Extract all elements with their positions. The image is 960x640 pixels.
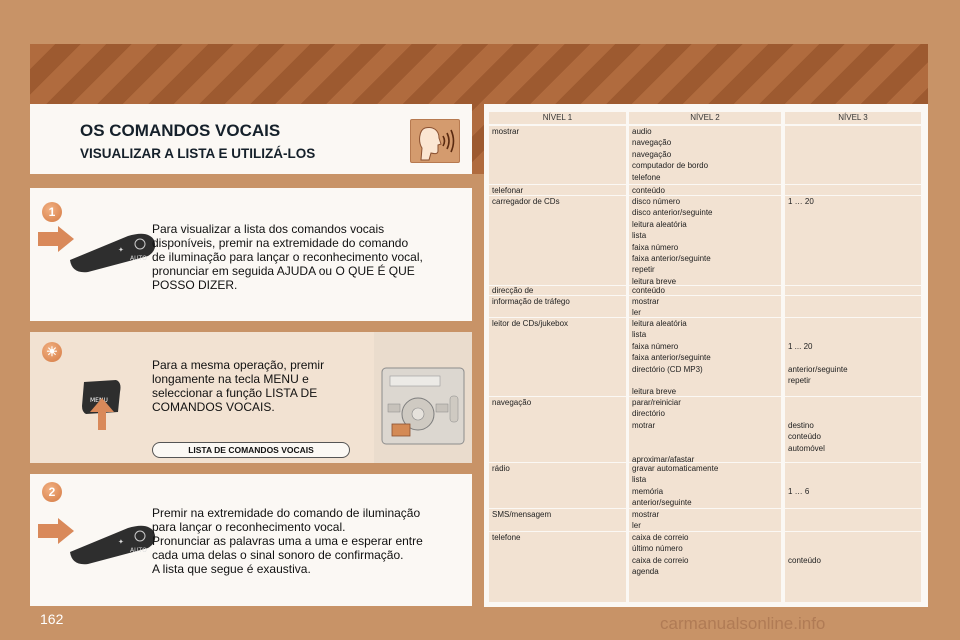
table-cell: mostrar [492, 127, 520, 136]
title-box [30, 104, 472, 174]
header-level-3: NÍVEL 3 [785, 112, 921, 124]
table-cell: disco número disco anterior/seguinte leitura aleatória lista faixa número faixa anterior/seguinte repetir leitura breve [632, 197, 713, 286]
step-2-section [30, 474, 472, 606]
text-line: POSSO DIZER. [152, 278, 238, 292]
text-line: seleccionar a função LISTA DE [152, 386, 318, 400]
step-1-section [30, 188, 472, 321]
lighting-stalk-icon [68, 230, 158, 274]
menu-text [152, 358, 324, 414]
lighting-stalk-icon [68, 522, 158, 566]
watermark: carmanualsonline.info [660, 614, 826, 633]
step-1-text [152, 222, 423, 292]
row-divider [489, 184, 921, 185]
table-cell: navegação [492, 398, 532, 407]
table-cell: mostrar ler [632, 510, 660, 531]
step-2-badge: 2 [42, 482, 62, 502]
text-line: Para visualizar a lista dos comandos vocais [152, 222, 385, 236]
table-cell: mostrar ler [632, 297, 660, 318]
table-cell: 1 … 20 [788, 197, 814, 206]
table-cell: telefone [492, 533, 521, 542]
table-cell: destino conteúdo automóvel [788, 420, 825, 453]
svg-text:✦: ✦ [118, 246, 124, 254]
text-line: longamente na tecla MENU e [152, 372, 309, 386]
row-divider [489, 531, 921, 532]
text-line: COMANDOS VOCAIS. [152, 400, 275, 414]
menu-key-icon [80, 378, 124, 430]
text-line: Para a mesma operação, premir [152, 358, 325, 372]
svg-text:AUTO: AUTO [130, 547, 147, 554]
text-line: pronunciar em seguida AJUDA ou O QUE É QUE [152, 264, 415, 278]
light-bulb-icon: ☀ [42, 342, 62, 362]
svg-text:AUTO: AUTO [130, 255, 147, 262]
table-cell: gravar automaticamente lista memória anterior/seguinte [632, 464, 719, 508]
text-line: cada uma delas o sinal sonoro de confirmação. [152, 548, 404, 562]
voice-commands-table [484, 104, 928, 607]
header-level-1: NÍVEL 1 [489, 112, 626, 124]
table-cell: leitor de CDs/jukebox [492, 319, 569, 328]
table-cell: audio navegação navegação computador de bordo telefone [632, 127, 709, 182]
svg-text:✦: ✦ [118, 538, 124, 546]
voice-commands-list-button[interactable]: LISTA DE COMANDOS VOCAIS [152, 442, 350, 458]
page-subtitle: VISUALIZAR A LISTA E UTILIZÁ-LOS [80, 146, 316, 161]
table-cell: carregador de CDs [492, 197, 560, 206]
text-line: Pronunciar as palavras uma a uma e esperar entre [152, 534, 423, 548]
table-cell: conteúdo [632, 186, 665, 195]
text-line: de iluminação para lançar o reconhecimento vocal, [152, 250, 423, 264]
step-1-badge: 1 [42, 202, 62, 222]
table-cell: conteúdo [788, 555, 821, 565]
table-cell: SMS/mensagem [492, 510, 552, 519]
text-line: A lista que segue é exaustiva. [152, 562, 311, 576]
header-level-2: NÍVEL 2 [629, 112, 781, 124]
page-title: OS COMANDOS VOCAIS [80, 121, 281, 140]
table-cell: informação de tráfego [492, 297, 570, 306]
table-cell: 1 … 6 [788, 486, 810, 496]
text-line: disponíveis, premir na extremidade do comando [152, 236, 409, 250]
table-cell: 1 ... 20 anterior/seguinte repetir [788, 341, 848, 386]
table-cell: telefonar [492, 186, 524, 195]
menu-section [30, 332, 472, 463]
page-number: 162 [40, 611, 64, 627]
table-cell: rádio [492, 464, 510, 473]
table-cell: direcção de [492, 286, 534, 295]
table-cell: conteúdo [632, 286, 665, 295]
table-cell: caixa de correio último número caixa de correio agenda [632, 533, 689, 577]
voice-command-icon [410, 119, 460, 163]
table-cell: parar/reiniciar directório motrar aproximar/afastar [632, 398, 695, 465]
table-cell: leitura aleatória lista faixa número faixa anterior/seguinte directório (CD MP3) leitura breve [632, 319, 711, 397]
step-2-text [152, 506, 423, 576]
text-line: para lançar o reconhecimento vocal. [152, 520, 346, 534]
radio-panel-icon [374, 332, 472, 463]
text-line: Premir na extremidade do comando de iluminação [152, 506, 421, 520]
menu-key-label: MENU [90, 397, 108, 404]
